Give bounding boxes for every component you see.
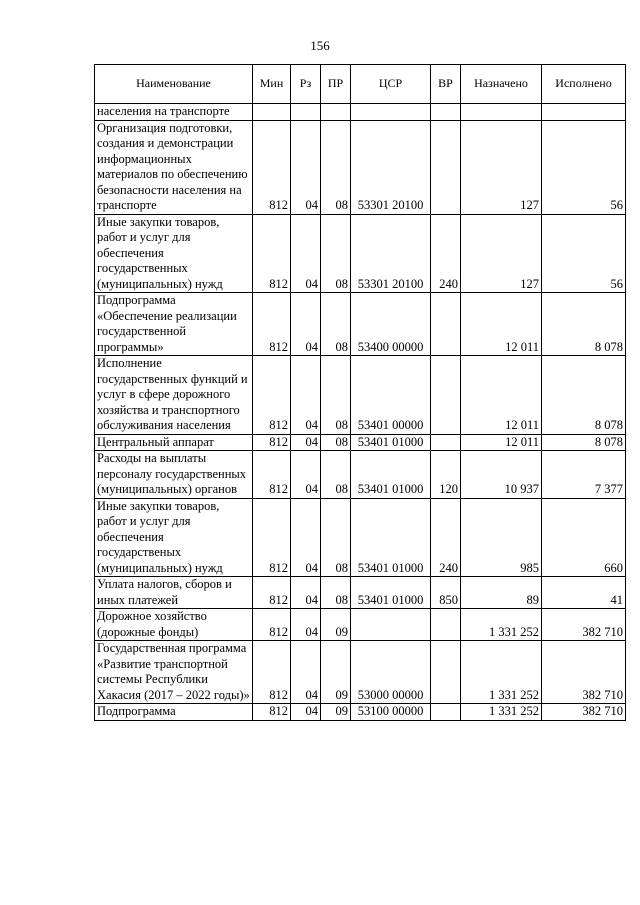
cell-executed: 382 710 xyxy=(542,641,626,704)
cell-csr: 53401 01000 xyxy=(351,577,431,609)
cell-rz: 04 xyxy=(291,451,321,499)
cell-csr: 53400 00000 xyxy=(351,293,431,356)
cell-rz: 04 xyxy=(291,356,321,435)
cell-rz: 04 xyxy=(291,293,321,356)
cell-rz: 04 xyxy=(291,577,321,609)
cell-assigned xyxy=(461,104,542,121)
table-row xyxy=(95,577,626,609)
cell-name: Подпрограмма «Обеспечение реализации государственной программы» xyxy=(95,293,253,356)
column-header-pr: ПР xyxy=(321,65,351,104)
cell-vr: 120 xyxy=(431,451,461,499)
cell-vr: 240 xyxy=(431,498,461,577)
column-header-assigned: Назначено xyxy=(461,65,542,104)
cell-vr: 850 xyxy=(431,577,461,609)
cell-min: 812 xyxy=(253,356,291,435)
cell-csr: 53401 01000 xyxy=(351,498,431,577)
cell-csr: 53401 00000 xyxy=(351,356,431,435)
cell-executed: 8 078 xyxy=(542,434,626,451)
cell-min: 812 xyxy=(253,704,291,721)
table-row xyxy=(95,451,626,499)
table-row xyxy=(95,641,626,704)
cell-vr xyxy=(431,434,461,451)
cell-assigned: 12 011 xyxy=(461,293,542,356)
column-header-vr: ВР xyxy=(431,65,461,104)
cell-min: 812 xyxy=(253,293,291,356)
cell-min: 812 xyxy=(253,434,291,451)
column-header-rz: Рз xyxy=(291,65,321,104)
cell-executed: 8 078 xyxy=(542,356,626,435)
table-row xyxy=(95,609,626,641)
cell-rz: 04 xyxy=(291,704,321,721)
table-row xyxy=(95,214,626,293)
cell-name: Центральный аппарат xyxy=(95,434,253,451)
table-row xyxy=(95,498,626,577)
cell-vr xyxy=(431,120,461,214)
cell-pr: 08 xyxy=(321,120,351,214)
cell-name: Уплата налогов, сборов и иных платежей xyxy=(95,577,253,609)
cell-rz: 04 xyxy=(291,214,321,293)
cell-pr: 09 xyxy=(321,609,351,641)
cell-min: 812 xyxy=(253,577,291,609)
cell-assigned: 1 331 252 xyxy=(461,641,542,704)
cell-name: населения на транспорте xyxy=(95,104,253,121)
cell-name: Иные закупки товаров, работ и услуг для обеспечения государственых (муниципальных) нужд xyxy=(95,498,253,577)
cell-executed: 8 078 xyxy=(542,293,626,356)
cell-executed xyxy=(542,104,626,121)
cell-rz: 04 xyxy=(291,609,321,641)
cell-assigned: 127 xyxy=(461,214,542,293)
cell-pr: 09 xyxy=(321,704,351,721)
table-header-row xyxy=(95,65,626,104)
cell-vr xyxy=(431,609,461,641)
cell-executed: 382 710 xyxy=(542,704,626,721)
cell-vr xyxy=(431,704,461,721)
cell-min: 812 xyxy=(253,641,291,704)
cell-csr: 53100 00000 xyxy=(351,704,431,721)
cell-vr xyxy=(431,641,461,704)
cell-pr: 08 xyxy=(321,451,351,499)
cell-executed: 56 xyxy=(542,214,626,293)
cell-rz: 04 xyxy=(291,498,321,577)
cell-csr: 53401 01000 xyxy=(351,451,431,499)
cell-assigned: 10 937 xyxy=(461,451,542,499)
cell-executed: 41 xyxy=(542,577,626,609)
cell-pr: 08 xyxy=(321,577,351,609)
cell-min xyxy=(253,104,291,121)
cell-min: 812 xyxy=(253,498,291,577)
cell-executed: 7 377 xyxy=(542,451,626,499)
cell-vr xyxy=(431,356,461,435)
cell-csr xyxy=(351,104,431,121)
cell-vr: 240 xyxy=(431,214,461,293)
page-number: 156 xyxy=(310,38,330,53)
cell-pr: 08 xyxy=(321,434,351,451)
cell-pr: 09 xyxy=(321,641,351,704)
cell-csr: 53000 00000 xyxy=(351,641,431,704)
cell-pr: 08 xyxy=(321,214,351,293)
cell-name: Организация подготовки, создания и демонстрации информационных материалов по обеспечению безопасности населения на транспорте xyxy=(95,120,253,214)
cell-executed: 382 710 xyxy=(542,609,626,641)
cell-name: Иные закупки товаров, работ и услуг для обеспечения государственных (муниципальных) нужд xyxy=(95,214,253,293)
column-header-min: Мин xyxy=(253,65,291,104)
cell-executed: 56 xyxy=(542,120,626,214)
table-row xyxy=(95,120,626,214)
cell-assigned: 89 xyxy=(461,577,542,609)
table-row xyxy=(95,356,626,435)
cell-assigned: 1 331 252 xyxy=(461,609,542,641)
cell-assigned: 985 xyxy=(461,498,542,577)
budget-table xyxy=(94,64,626,721)
cell-assigned: 12 011 xyxy=(461,434,542,451)
cell-name: Исполнение государственных функций и услуг в сфере дорожного хозяйства и транспортного обслуживания населения xyxy=(95,356,253,435)
cell-min: 812 xyxy=(253,120,291,214)
cell-csr: 53301 20100 xyxy=(351,120,431,214)
cell-pr: 08 xyxy=(321,356,351,435)
cell-rz: 04 xyxy=(291,120,321,214)
column-header-executed: Исполнено xyxy=(542,65,626,104)
cell-min: 812 xyxy=(253,451,291,499)
cell-assigned: 1 331 252 xyxy=(461,704,542,721)
cell-name: Государственная программа «Развитие транспортной системы Республики Хакасия (2017 – 2022 годы)» xyxy=(95,641,253,704)
table-row xyxy=(95,434,626,451)
cell-assigned: 12 011 xyxy=(461,356,542,435)
cell-csr: 53401 01000 xyxy=(351,434,431,451)
cell-csr: 53301 20100 xyxy=(351,214,431,293)
cell-name: Дорожное хозяйство (дорожные фонды) xyxy=(95,609,253,641)
cell-executed: 660 xyxy=(542,498,626,577)
cell-name: Подпрограмма xyxy=(95,704,253,721)
cell-assigned: 127 xyxy=(461,120,542,214)
cell-rz: 04 xyxy=(291,641,321,704)
cell-pr xyxy=(321,104,351,121)
table-row xyxy=(95,104,626,121)
cell-vr xyxy=(431,104,461,121)
cell-rz xyxy=(291,104,321,121)
cell-name: Расходы на выплаты персоналу государственных (муниципальных) органов xyxy=(95,451,253,499)
table-row xyxy=(95,293,626,356)
table-row xyxy=(95,704,626,721)
cell-pr: 08 xyxy=(321,498,351,577)
cell-vr xyxy=(431,293,461,356)
cell-pr: 08 xyxy=(321,293,351,356)
cell-csr xyxy=(351,609,431,641)
cell-min: 812 xyxy=(253,609,291,641)
column-header-name: Наименование xyxy=(95,65,253,104)
cell-rz: 04 xyxy=(291,434,321,451)
column-header-csr: ЦСР xyxy=(351,65,431,104)
cell-min: 812 xyxy=(253,214,291,293)
